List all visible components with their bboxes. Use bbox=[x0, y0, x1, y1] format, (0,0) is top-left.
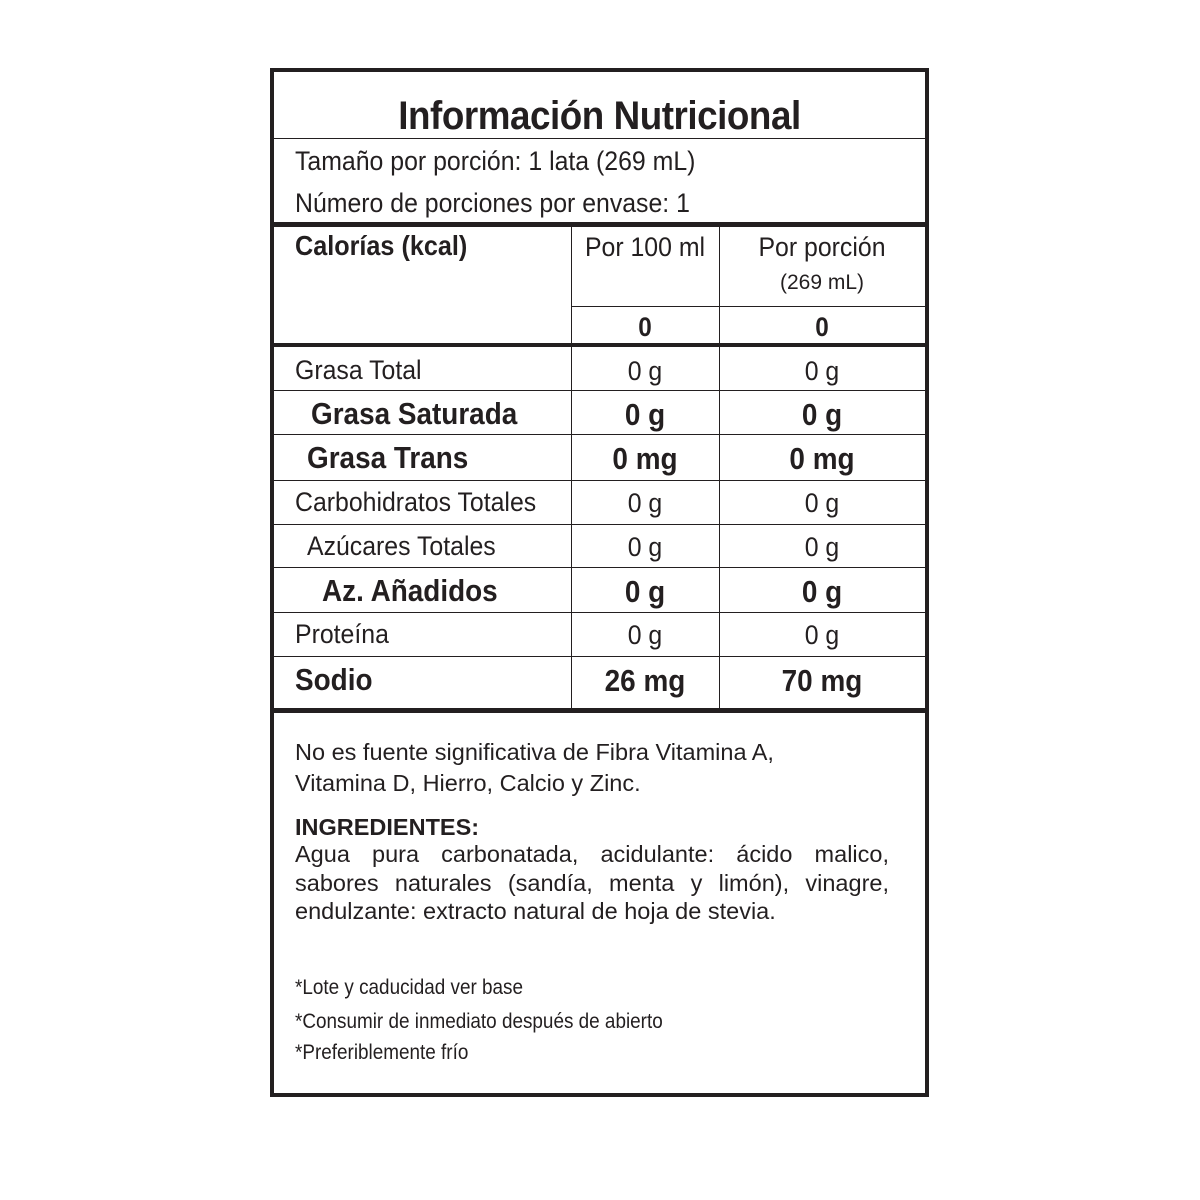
not-significant-source-note bbox=[295, 737, 869, 799]
note-line: No es fuente significativa de Fibra Vitamina A, bbox=[295, 739, 774, 765]
added-sugars-per-portion: 0 g bbox=[801, 574, 843, 609]
divider bbox=[571, 306, 925, 307]
trans-fat-per-100ml: 0 mg bbox=[612, 441, 678, 476]
row-divider bbox=[274, 567, 925, 568]
nutrition-facts-panel bbox=[270, 68, 929, 1097]
row-divider bbox=[274, 480, 925, 481]
row-label-total-carbohydrates: Carbohidratos Totales bbox=[295, 487, 537, 517]
calories-per-100ml: 0 bbox=[638, 312, 652, 342]
protein-per-portion: 0 g bbox=[804, 620, 840, 650]
column-header-per-portion: Por porción bbox=[758, 232, 886, 262]
row-label-trans-fat: Grasa Trans bbox=[307, 440, 469, 475]
thick-divider bbox=[274, 708, 925, 713]
total-fat-per-portion: 0 g bbox=[804, 356, 840, 386]
row-divider bbox=[274, 434, 925, 435]
ingredients-title: INGREDIENTES: bbox=[295, 814, 480, 840]
protein-per-100ml: 0 g bbox=[627, 620, 663, 650]
note-line: Vitamina D, Hierro, Calcio y Zinc. bbox=[295, 770, 641, 796]
sodium-per-portion: 70 mg bbox=[781, 663, 863, 698]
carbohydrates-per-portion: 0 g bbox=[804, 488, 840, 518]
ingredients-text: Agua pura carbonatada, acidulante: ácido malico, sabores naturales (sandía, menta y limón), vinagre, endulzante: extracto natural de hoja de stevia. bbox=[295, 841, 889, 924]
footnote-serve-cold: *Preferiblemente frío bbox=[295, 1041, 469, 1064]
column-header-per-100ml: Por 100 ml bbox=[584, 232, 706, 262]
row-label-added-sugars: Az. Añadidos bbox=[322, 573, 498, 608]
row-divider bbox=[274, 656, 925, 657]
footnote-consume: *Consumir de inmediato después de abierto bbox=[295, 1010, 663, 1033]
footnote-batch: *Lote y caducidad ver base bbox=[295, 976, 524, 999]
calories-label: Calorías (kcal) bbox=[295, 230, 468, 261]
calories-per-portion: 0 bbox=[815, 312, 829, 342]
total-fat-per-100ml: 0 g bbox=[627, 356, 663, 386]
row-divider bbox=[274, 390, 925, 391]
row-label-total-fat: Grasa Total bbox=[295, 355, 422, 385]
added-sugars-per-100ml: 0 g bbox=[624, 574, 666, 609]
thick-divider bbox=[274, 222, 925, 227]
saturated-fat-per-100ml: 0 g bbox=[624, 397, 666, 432]
sodium-per-100ml: 26 mg bbox=[604, 663, 686, 698]
column-divider bbox=[719, 227, 720, 708]
row-label-total-sugars: Azúcares Totales bbox=[307, 531, 496, 561]
sugars-per-100ml: 0 g bbox=[627, 532, 663, 562]
row-label-protein: Proteína bbox=[295, 619, 389, 649]
label-title: Información Nutricional bbox=[398, 94, 801, 138]
row-divider bbox=[274, 524, 925, 525]
column-subheader-portion-size: (269 mL) bbox=[779, 271, 865, 294]
row-divider bbox=[274, 612, 925, 613]
trans-fat-per-portion: 0 mg bbox=[789, 441, 855, 476]
carbohydrates-per-100ml: 0 g bbox=[627, 488, 663, 518]
row-label-saturated-fat: Grasa Saturada bbox=[311, 396, 518, 431]
serving-size: Tamaño por porción: 1 lata (269 mL) bbox=[295, 146, 696, 176]
row-label-sodium: Sodio bbox=[295, 662, 373, 697]
column-divider bbox=[571, 227, 572, 708]
divider bbox=[274, 138, 925, 139]
servings-per-container: Número de porciones por envase: 1 bbox=[295, 188, 690, 218]
saturated-fat-per-portion: 0 g bbox=[801, 397, 843, 432]
thick-divider bbox=[274, 343, 925, 347]
sugars-per-portion: 0 g bbox=[804, 532, 840, 562]
